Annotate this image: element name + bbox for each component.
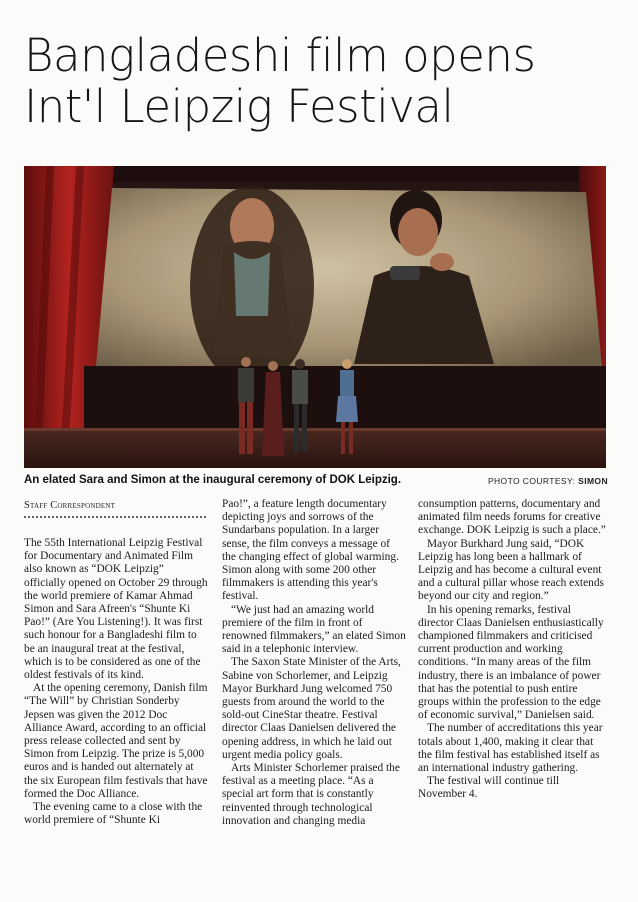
paragraph: Arts Minister Schorlemer praised the festival as a meeting place. “As a special art form that is constantly reinvented through technological innovation and changing media [222, 762, 400, 827]
photo-credit-name: SIMON [578, 476, 608, 486]
paragraph: The Saxon State Minister of the Arts, Sabine von Schorlemer, and Leipzig Mayor Burkhard Jung welcomed 750 guests from around the world to the sold-out CineStar theatre. Festival director Claas Danielsen delivered the opening address, in which he laid out urgent media policy goals. [222, 656, 401, 761]
stage-photo-icon [24, 166, 606, 468]
photo-credit-label: PHOTO COURTESY: [487, 476, 576, 486]
paragraph: In his opening remarks, festival director Claas Danielsen enthusiastically championed filmmakers and criticised current production and working conditions. “In many areas of the film industry, there is an imbalance of power that has the potential to push entire groups within the profession to the edge of economic survival,” Danielsen said. [418, 603, 604, 722]
photo-credit [488, 476, 608, 486]
article-column-2 [222, 498, 406, 828]
paragraph: At the opening ceremony, Danish film “The Will” by Christian Sonderby Jepsen was given the 2012 Doc Alliance Award, according to an official press release collected and sent by Simon from Leipzig. The prize is 5,000 euros and is handed out alternately at the six European film festivals that have formed the Doc Alliance. [24, 682, 208, 800]
paragraph: The 55th International Leipzig Festival for Documentary and Animated Film also known as “DOK Leipzig” officially opened on October 29 through the world premiere of Kamar Ahmad Simon and Sara Afreen's “Shunte Ki Pao!” (Are You Listening!). It was first such honour for a Bangladeshi film to be an inaugural treat at the festival, which is to be considered as one of the oldest festivals of its kind. [24, 537, 208, 682]
photo-caption: An elated Sara and Simon at the inaugural ceremony of DOK Leipzig. [24, 474, 402, 486]
headline-line-1: Bangladeshi film opens [24, 29, 536, 82]
article-column-1 [24, 537, 208, 827]
byline-divider [24, 516, 206, 518]
headline-line-2: Int'l Leipzig Festival [24, 80, 454, 133]
article-column-3 [418, 498, 606, 802]
paragraph: The festival will continue till November 4. [418, 775, 560, 801]
headline [24, 30, 624, 132]
byline: Staff Correspondent [24, 500, 116, 511]
paragraph: Pao!”, a feature length documentary depicting joys and sorrows of the Sundarbans population. In a larger sense, the film conveys a message of the changing effect of global warming. Simon along with some 200 other filmmakers is attending this year's festival. [222, 498, 399, 603]
paragraph: The evening came to a close with the world premiere of “Shunte Ki [24, 801, 203, 827]
paragraph: The number of accreditations this year totals about 1,400, making it clear that the film festival has established itself as an international industry gathering. [418, 722, 603, 775]
stage-photo [24, 166, 606, 468]
paragraph: “We just had an amazing world premiere of the film in front of renowned filmmakers,” an elated Simon said in a telephonic interview. [222, 603, 406, 656]
paragraph: Mayor Burkhard Jung said, “DOK Leipzig has long been a hallmark of Leipzig and has become a cultural event and a cultural pillar whose reach extends beyond our city and region.” [418, 537, 604, 603]
paragraph: consumption patterns, documentary and animated film needs forums for creative exchange. DOK Leipzig is such a place.” [418, 498, 606, 537]
